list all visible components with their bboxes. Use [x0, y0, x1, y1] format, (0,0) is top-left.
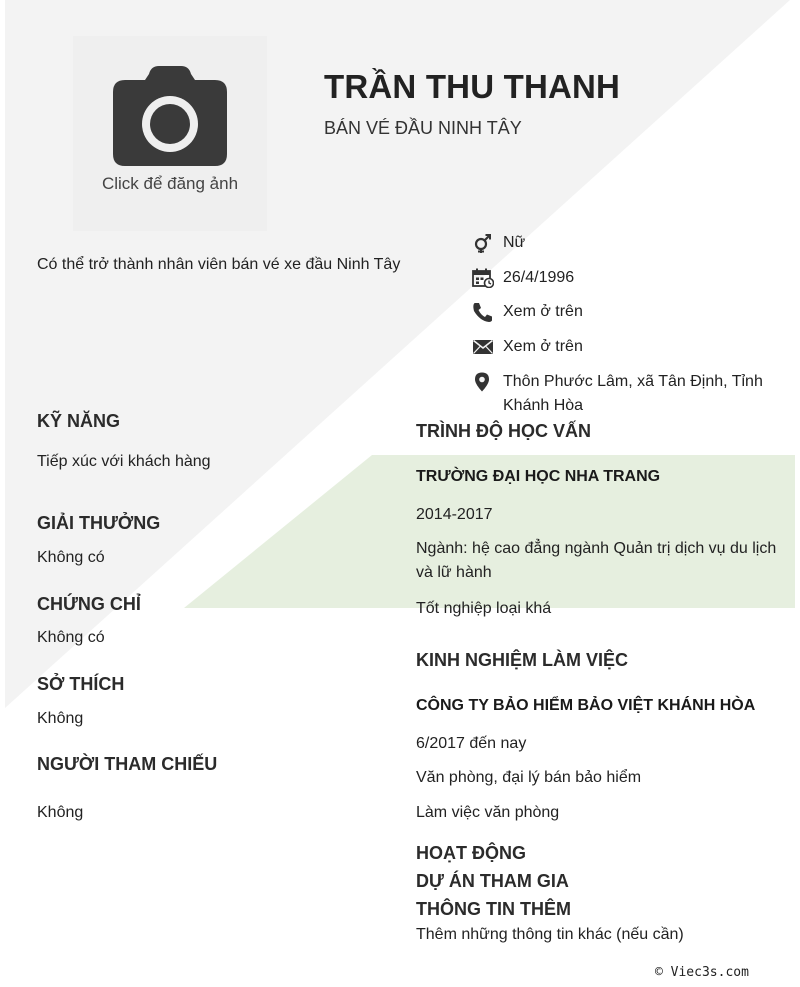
hobbies-title: SỞ THÍCH: [37, 674, 125, 694]
copyright-notice: © Viec3s.com: [655, 965, 749, 980]
location-pin-icon: [472, 372, 494, 392]
certificates-title: CHỨNG CHỈ: [37, 594, 141, 614]
job-title: BÁN VÉ ĐẦU NINH TÂY: [324, 118, 522, 138]
mail-icon: [472, 337, 494, 357]
additional-info-title: THÔNG TIN THÊM: [416, 899, 571, 919]
experience-period: 6/2017 đến nay: [416, 735, 527, 752]
gender-icon: [472, 233, 494, 253]
address-value: Thôn Phước Lâm, xã Tân Định, Tỉnh Khánh Hòa: [503, 373, 763, 414]
phone-value: Xem ở trên: [503, 303, 583, 320]
education-title: TRÌNH ĐỘ HỌC VẤN: [416, 421, 591, 441]
gender-value: Nữ: [503, 234, 526, 251]
career-objective: Có thể trở thành nhân viên bán vé xe đầu Ninh Tây: [37, 256, 401, 273]
skills-title: KỸ NĂNG: [37, 411, 121, 431]
calendar-icon: [472, 268, 494, 288]
hobbies-content: Không: [37, 710, 84, 727]
birthday-value: 26/4/1996: [503, 269, 575, 286]
certificates-content: Không có: [37, 629, 105, 646]
photo-upload[interactable]: [73, 36, 267, 231]
education-major: Ngành: hệ cao đẳng ngành Quản trị dịch vụ du lịch và lữ hành: [416, 540, 777, 581]
email-value: Xem ở trên: [503, 338, 583, 355]
awards-title: GIẢI THƯỞNG: [37, 513, 161, 533]
awards-content: Không có: [37, 549, 105, 566]
skills-content: Tiếp xúc với khách hàng: [37, 453, 211, 470]
education-result: Tốt nghiệp loại khá: [416, 600, 552, 617]
activities-title: HOẠT ĐỘNG: [416, 843, 526, 863]
experience-company: CÔNG TY BẢO HIỂM BẢO VIỆT KHÁNH HÒA: [416, 697, 756, 714]
references-title: NGƯỜI THAM CHIẾU: [37, 754, 218, 774]
experience-title: KINH NGHIỆM LÀM VIỆC: [416, 650, 629, 670]
projects-title: DỰ ÁN THAM GIA: [416, 871, 569, 891]
camera-icon: [111, 64, 229, 168]
education-period: 2014-2017: [416, 506, 493, 523]
experience-description: Làm việc văn phòng: [416, 804, 560, 821]
references-content: Không: [37, 804, 84, 821]
photo-caption: Click để đăng ảnh: [101, 174, 239, 193]
education-school: TRƯỜNG ĐẠI HỌC NHA TRANG: [416, 468, 661, 485]
phone-icon: [472, 302, 494, 322]
experience-position: Văn phòng, đại lý bán bảo hiểm: [416, 769, 642, 786]
candidate-name: TRẦN THU THANH: [324, 68, 621, 105]
additional-info-content: Thêm những thông tin khác (nếu cần): [416, 926, 684, 943]
